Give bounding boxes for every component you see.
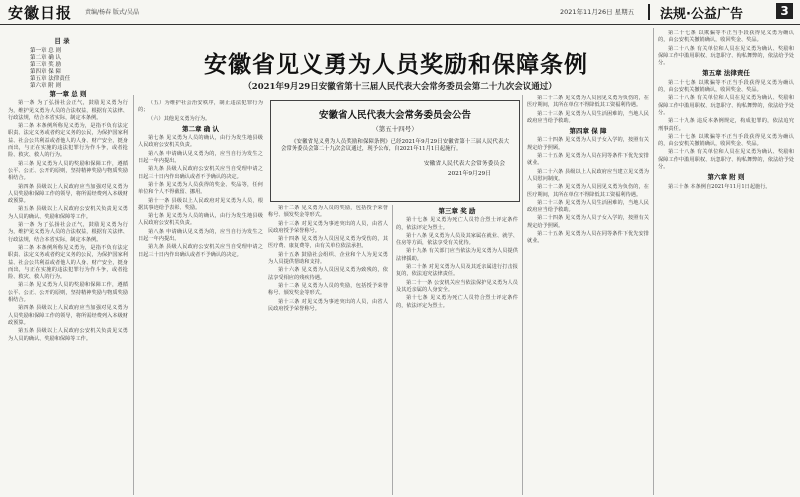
issue-date: 2021年11月26日 星期五 bbox=[560, 8, 635, 16]
article-paragraph: 第一条 为了弘扬社会正气，鼓励见义勇为行为，维护见义勇为人员的合法权益，根据有关法律、行政法规，结合本省实际，制定本条例。 bbox=[8, 222, 128, 243]
article-paragraph: 第二十七条 以欺骗等不正当手段获得见义勇为确认的，由公安机关撤销确认，收回奖金、奖品。 bbox=[658, 133, 794, 148]
article-paragraph: 第四条 县级以上人民政府应当加强对见义勇为人员奖励和保障工作的领导，将所需经费列入本级财政预算。 bbox=[8, 305, 128, 326]
article-paragraph: 第十条 见义勇为人员获得的奖金、奖品等，任何单位和个人不得截留、挪用。 bbox=[138, 181, 263, 196]
article-paragraph: 第二十八条 有关单位和人员在见义勇为确认、奖励和保障工作中滥用职权、玩忽职守、徇私舞弊的，依法给予处分。 bbox=[658, 149, 794, 171]
article-paragraph: 第十八条 见义勇为人员及其家属在就业、就学、住房等方面，依法享受有关优待。 bbox=[396, 232, 518, 247]
article-paragraph: 第二十五条 见义勇为人员在同等条件下优先安排就业。 bbox=[527, 231, 649, 245]
paper-name: 安徽日报 bbox=[8, 4, 73, 22]
notice-title: 安徽省人民代表大会常务委员会公告 bbox=[318, 110, 471, 121]
article-paragraph: 第二条 本条例所称见义勇为，是指不负有法定职责、法定义务或者约定义务的公民，为保护国家利益、社会公共利益或者他人的人身、财产安全，挺身而出，与正在实施的违法犯罪行为作斗争，或者抢险、救灾、救人的行为。 bbox=[8, 123, 128, 159]
toc-title: 目 录 bbox=[54, 37, 70, 45]
article-paragraph: 第五条 县级以上人民政府公安机关负责见义勇为人员的确认、奖励和保障等工作。 bbox=[8, 206, 128, 220]
article-paragraph: （五）为维护社会治安秩序，制止违法犯罪行为的； bbox=[138, 100, 263, 114]
article-paragraph: 第五条 县级以上人民政府公安机关负责见义勇为人员的确认、奖励和保障等工作。 bbox=[8, 328, 128, 342]
article-paragraph: 第八条 申请确认见义勇为的，应当自行为发生之日起一年内提出。 bbox=[138, 228, 263, 243]
column-3 bbox=[268, 205, 388, 493]
toc-item: 第三章 奖 励 bbox=[30, 62, 61, 68]
article-paragraph: 第二十二条 见义勇为人员因见义勇为负伤的，在医疗期间，其所在单位不得降低其工资福利待遇。 bbox=[527, 95, 649, 109]
article-paragraph: 第二十八条 有关单位和人员在见义勇为确认、奖励和保障工作中滥用职权、玩忽职守、徇私舞弊的，依法给予处分。 bbox=[658, 45, 794, 67]
section-divider bbox=[648, 4, 650, 20]
column-divider bbox=[522, 95, 523, 495]
article-paragraph: 第十二条 见义勇为人员的奖励，包括授予荣誉称号、颁发奖金等形式。 bbox=[268, 205, 388, 219]
chapter-heading: 第一章 总 则 bbox=[49, 90, 87, 98]
article-paragraph: 第二十四条 见义勇为人员子女入学的，按照有关规定给予照顾。 bbox=[527, 137, 649, 151]
article-paragraph: 第七条 见义勇为人员的确认，由行为发生地县级人民政府公安机关负责。 bbox=[138, 213, 263, 227]
article-paragraph: 第二十一条 公安机关应当依法保护见义勇为人员及其近亲属的人身安全。 bbox=[396, 279, 518, 293]
article-paragraph: 第十四条 见义勇为人员因见义勇为受伤的，其医疗费、康复费等，由有关单位依法承担。 bbox=[268, 236, 388, 250]
article-paragraph: 第二十条 对见义勇为人员及其近亲属进行打击报复的，依法追究法律责任。 bbox=[396, 264, 518, 278]
article-paragraph: 第二十三条 见义勇为人员生活困难的，当地人民政府应当给予救助。 bbox=[527, 199, 649, 214]
notice-date: 2021年9月29日 bbox=[447, 170, 491, 177]
notice-box bbox=[270, 100, 520, 202]
article-paragraph: 第十六条 见义勇为人员因见义勇为致残的，依法享受相应的残疾待遇。 bbox=[268, 267, 388, 281]
article-paragraph: 第三十条 本条例自2021年11月1日起施行。 bbox=[668, 183, 771, 190]
article-paragraph: 第十五条 鼓励社会组织、企业和个人为见义勇为人员提供帮助和支持。 bbox=[268, 251, 388, 266]
article-paragraph: 第一条 为了弘扬社会正气，鼓励见义勇为行为，维护见义勇为人员的合法权益，根据有关法律、行政法规，结合本省实际，制定本条例。 bbox=[8, 100, 128, 121]
article-paragraph: 第二十九条 违反本条例规定，构成犯罪的，依法追究刑事责任。 bbox=[658, 118, 794, 132]
article-paragraph: 第十一条 县级以上人民政府对见义勇为人员，根据其事迹给予表彰、奖励。 bbox=[138, 197, 263, 211]
notice-number: （第五十四号） bbox=[372, 125, 418, 133]
article-paragraph: 第二十五条 见义勇为人员在同等条件下优先安排就业。 bbox=[527, 153, 649, 167]
article-paragraph: 第二十七条 以欺骗等不正当手段获得见义勇为确认的，由公安机关撤销确认，收回奖金、奖品。 bbox=[658, 79, 794, 94]
article-paragraph: 第三条 见义勇为人员的奖励和保障工作，遵循公平、公正、公开的原则，坚持精神奖励与物质奖励相结合。 bbox=[8, 160, 128, 182]
column-2 bbox=[138, 100, 263, 493]
article-paragraph: 第二十二条 见义勇为人员因见义勇为负伤的，在医疗期间，其所在单位不得降低其工资福利待遇。 bbox=[527, 184, 649, 198]
column-6 bbox=[658, 30, 794, 493]
article-paragraph: （六）其他见义勇为行为。 bbox=[148, 115, 211, 122]
article-paragraph: 第十七条 见义勇为死亡人员符合烈士评定条件的，依法评定为烈士。 bbox=[396, 295, 518, 309]
table-of-contents bbox=[8, 36, 116, 90]
chapter-heading: 第四章 保 障 bbox=[569, 127, 607, 136]
article-paragraph: 第十三条 对见义勇为事迹突出的人员，由省人民政府授予荣誉称号。 bbox=[268, 298, 388, 312]
column-1 bbox=[8, 88, 128, 493]
column-4 bbox=[396, 205, 518, 493]
article-paragraph: 第九条 县级人民政府公安机关应当自受理申请之日起三十日内作出确认或者不予确认的决定。 bbox=[138, 166, 263, 180]
article-paragraph: 第二十六条 县级以上人民政府应当建立见义勇为人员慰问制度。 bbox=[527, 168, 649, 182]
section-title: 法规·公益广告 bbox=[660, 7, 743, 22]
column-5 bbox=[527, 95, 649, 493]
editor-info: 责编/杨春 版式/吴晶 bbox=[85, 9, 139, 16]
column-divider bbox=[133, 95, 134, 495]
article-paragraph: 第九条 县级人民政府公安机关应当自受理申请之日起三十日内作出确认或者不予确认的决定。 bbox=[138, 244, 263, 258]
masthead bbox=[0, 0, 800, 25]
article-paragraph: 第二十七条 以欺骗等不正当手段获得见义勇为确认的，由公安机关撤销确认，收回奖金、奖品。 bbox=[658, 30, 794, 44]
article-paragraph: 第十三条 对见义勇为事迹突出的人员，由省人民政府授予荣誉称号。 bbox=[268, 220, 388, 234]
article-paragraph: 第十七条 见义勇为死亡人员符合烈士评定条件的，依法评定为烈士。 bbox=[396, 217, 518, 231]
article-paragraph: 第三条 见义勇为人员的奖励和保障工作，遵循公平、公正、公开的原则，坚持精神奖励与物质奖励相结合。 bbox=[8, 282, 128, 304]
notice-signer: 安徽省人民代表大会常务委员会 bbox=[423, 160, 505, 167]
column-divider bbox=[392, 205, 393, 495]
toc-item: 第一章 总 则 bbox=[30, 48, 61, 54]
article-headline: 安徽省见义勇为人员奖励和保障条例 bbox=[204, 52, 588, 78]
toc-item: 第四章 保 障 bbox=[30, 69, 61, 75]
chapter-heading: 第六章 附 则 bbox=[707, 173, 745, 182]
article-paragraph: 第四条 县级以上人民政府应当加强对见义勇为人员奖励和保障工作的领导，将所需经费列入本级财政预算。 bbox=[8, 183, 128, 205]
article-paragraph: 第十二条 见义勇为人员的奖励，包括授予荣誉称号、颁发奖金等形式。 bbox=[268, 282, 388, 297]
toc-item: 第五章 法律责任 bbox=[30, 76, 71, 82]
page-number: 3 bbox=[776, 3, 793, 19]
article-paragraph: 第二十三条 见义勇为人员生活困难的，当地人民政府应当给予救助。 bbox=[527, 110, 649, 124]
article-subhead: （2021年9月29日安徽省第十三届人民代表大会常务委员会第二十九次会议通过） bbox=[243, 82, 557, 92]
article-paragraph: 第八条 申请确认见义勇为的，应当自行为发生之日起一年内提出。 bbox=[138, 150, 263, 165]
article-paragraph: 第二条 本条例所称见义勇为，是指不负有法定职责、法定义务或者约定义务的公民，为保护国家利益、社会公共利益或者他人的人身、财产安全，挺身而出，与正在实施的违法犯罪行为作斗争，或者抢险、救灾、救人的行为。 bbox=[8, 244, 128, 281]
chapter-heading: 第三章 奖 励 bbox=[438, 207, 476, 215]
notice-body: 《安徽省见义勇为人员奖励和保障条例》已经2021年9月29日安徽省第十三届人民代表大会常务委员会第二十九次会议通过，现予公布，自2021年11月1日起施行。 bbox=[281, 139, 509, 153]
article-paragraph: 第二十八条 有关单位和人员在见义勇为确认、奖励和保障工作中滥用职权、玩忽职守、徇私舞弊的，依法给予处分。 bbox=[658, 95, 794, 116]
chapter-heading: 第二章 确 认 bbox=[181, 124, 220, 133]
article-paragraph: 第七条 见义勇为人员的确认，由行为发生地县级人民政府公安机关负责。 bbox=[138, 135, 263, 149]
column-divider bbox=[653, 28, 654, 495]
chapter-heading: 第五章 法律责任 bbox=[702, 69, 750, 78]
article-paragraph: 第十九条 有关部门应当依法为见义勇为人员提供法律援助。 bbox=[396, 248, 518, 262]
article-paragraph: 第二十四条 见义勇为人员子女入学的，按照有关规定给予照顾。 bbox=[527, 215, 649, 229]
toc-item: 第六章 附 则 bbox=[30, 83, 61, 89]
toc-item: 第二章 确 认 bbox=[30, 55, 61, 61]
